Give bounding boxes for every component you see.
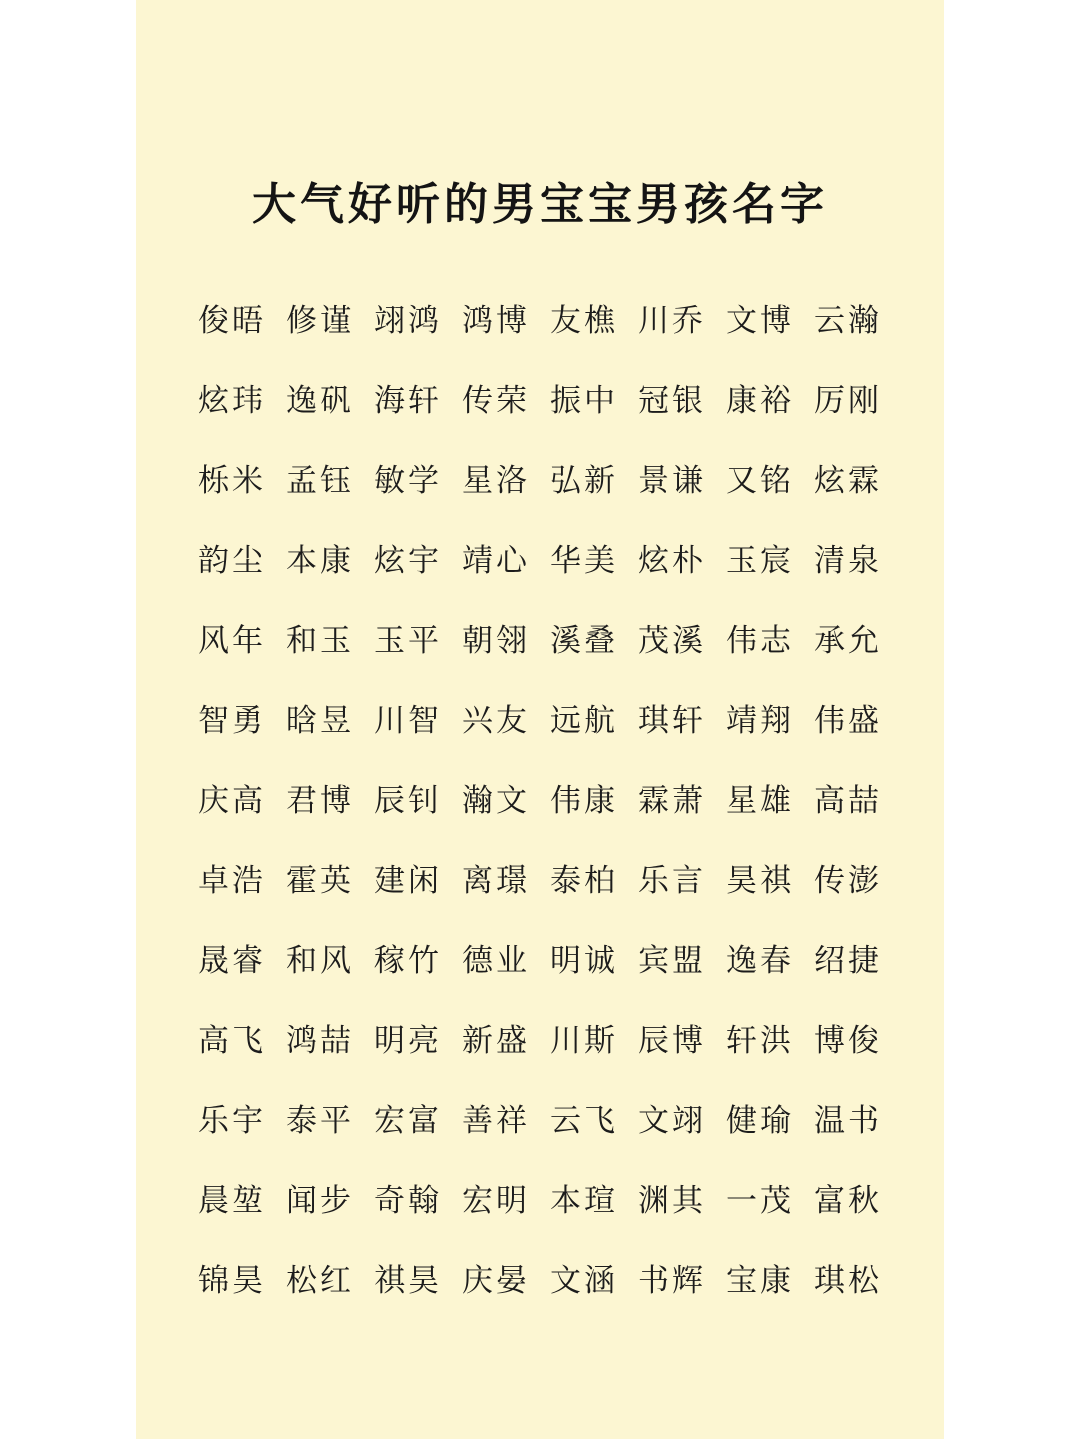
name-item: 风年	[198, 623, 266, 659]
name-item: 云飞	[550, 1103, 618, 1139]
name-item: 祺昊	[374, 1263, 442, 1299]
name-item: 朝翎	[462, 623, 530, 659]
name-item: 乐宇	[198, 1103, 266, 1139]
name-item: 鸿喆	[286, 1023, 354, 1059]
name-item: 辰钊	[374, 783, 442, 819]
document-page	[136, 0, 944, 1439]
name-item: 冠银	[638, 383, 706, 419]
name-item: 琪松	[814, 1263, 882, 1299]
name-item: 溪叠	[550, 623, 618, 659]
name-item: 炫霖	[814, 463, 882, 499]
name-item: 霍英	[286, 863, 354, 899]
name-item: 松红	[286, 1263, 354, 1299]
name-item: 明诚	[550, 943, 618, 979]
name-item: 弘新	[550, 463, 618, 499]
name-item: 高飞	[198, 1023, 266, 1059]
name-item: 奇翰	[374, 1183, 442, 1219]
name-item: 一茂	[726, 1183, 794, 1219]
name-item: 海轩	[374, 383, 442, 419]
name-item: 昊祺	[726, 863, 794, 899]
name-item: 富秋	[814, 1183, 882, 1219]
name-item: 高喆	[814, 783, 882, 819]
name-item: 华美	[550, 543, 618, 579]
name-item: 锦昊	[198, 1263, 266, 1299]
name-item: 轩洪	[726, 1023, 794, 1059]
name-item: 书辉	[638, 1263, 706, 1299]
name-item: 晨堃	[198, 1183, 266, 1219]
name-item: 伟盛	[814, 703, 882, 739]
name-item: 博俊	[814, 1023, 882, 1059]
name-item: 星洛	[462, 463, 530, 499]
name-item: 本康	[286, 543, 354, 579]
name-item: 宏明	[462, 1183, 530, 1219]
name-item: 稼竹	[374, 943, 442, 979]
name-item: 建闲	[374, 863, 442, 899]
name-item: 宝康	[726, 1263, 794, 1299]
name-item: 善祥	[462, 1103, 530, 1139]
name-item: 炫玮	[198, 383, 266, 419]
name-item: 君博	[286, 783, 354, 819]
name-item: 振中	[550, 383, 618, 419]
name-item: 靖心	[462, 543, 530, 579]
name-item: 友樵	[550, 303, 618, 339]
name-item: 闻步	[286, 1183, 354, 1219]
name-item: 景谦	[638, 463, 706, 499]
name-item: 本瑄	[550, 1183, 618, 1219]
name-item: 琪轩	[638, 703, 706, 739]
name-item: 茂溪	[638, 623, 706, 659]
name-item: 明亮	[374, 1023, 442, 1059]
name-item: 逸矾	[286, 383, 354, 419]
name-item: 又铭	[726, 463, 794, 499]
name-item: 伟康	[550, 783, 618, 819]
name-item: 离璟	[462, 863, 530, 899]
name-item: 温书	[814, 1103, 882, 1139]
name-item: 健瑜	[726, 1103, 794, 1139]
name-item: 玉平	[374, 623, 442, 659]
name-item: 和玉	[286, 623, 354, 659]
name-item: 孟钰	[286, 463, 354, 499]
names-grid	[198, 292, 898, 1332]
name-item: 栎米	[198, 463, 266, 499]
name-item: 泰平	[286, 1103, 354, 1139]
name-item: 传澎	[814, 863, 882, 899]
name-item: 川斯	[550, 1023, 618, 1059]
name-item: 敏学	[374, 463, 442, 499]
name-item: 炫宇	[374, 543, 442, 579]
name-item: 卓浩	[198, 863, 266, 899]
name-item: 庆晏	[462, 1263, 530, 1299]
name-item: 文翊	[638, 1103, 706, 1139]
name-item: 文博	[726, 303, 794, 339]
name-item: 伟志	[726, 623, 794, 659]
name-item: 绍捷	[814, 943, 882, 979]
name-item: 炫朴	[638, 543, 706, 579]
name-item: 晟睿	[198, 943, 266, 979]
name-item: 逸春	[726, 943, 794, 979]
name-item: 和风	[286, 943, 354, 979]
name-item: 承允	[814, 623, 882, 659]
name-item: 玉宸	[726, 543, 794, 579]
name-item: 霖萧	[638, 783, 706, 819]
name-item: 宏富	[374, 1103, 442, 1139]
name-item: 鸿博	[462, 303, 530, 339]
name-item: 修谨	[286, 303, 354, 339]
name-item: 瀚文	[462, 783, 530, 819]
name-item: 翊鸿	[374, 303, 442, 339]
name-item: 渊其	[638, 1183, 706, 1219]
name-item: 清泉	[814, 543, 882, 579]
name-item: 厉刚	[814, 383, 882, 419]
name-item: 靖翔	[726, 703, 794, 739]
name-item: 川乔	[638, 303, 706, 339]
name-item: 川智	[374, 703, 442, 739]
name-item: 文涵	[550, 1263, 618, 1299]
name-item: 晗昱	[286, 703, 354, 739]
name-item: 韵尘	[198, 543, 266, 579]
name-item: 辰博	[638, 1023, 706, 1059]
name-item: 宾盟	[638, 943, 706, 979]
name-item: 泰柏	[550, 863, 618, 899]
name-item: 远航	[550, 703, 618, 739]
name-item: 云瀚	[814, 303, 882, 339]
name-item: 俊晤	[198, 303, 266, 339]
page-title: 大气好听的男宝宝男孩名字	[252, 179, 828, 230]
name-item: 传荣	[462, 383, 530, 419]
name-item: 智勇	[198, 703, 266, 739]
name-item: 庆高	[198, 783, 266, 819]
name-item: 康裕	[726, 383, 794, 419]
name-item: 新盛	[462, 1023, 530, 1059]
name-item: 兴友	[462, 703, 530, 739]
name-item: 星雄	[726, 783, 794, 819]
name-item: 乐言	[638, 863, 706, 899]
name-item: 德业	[462, 943, 530, 979]
